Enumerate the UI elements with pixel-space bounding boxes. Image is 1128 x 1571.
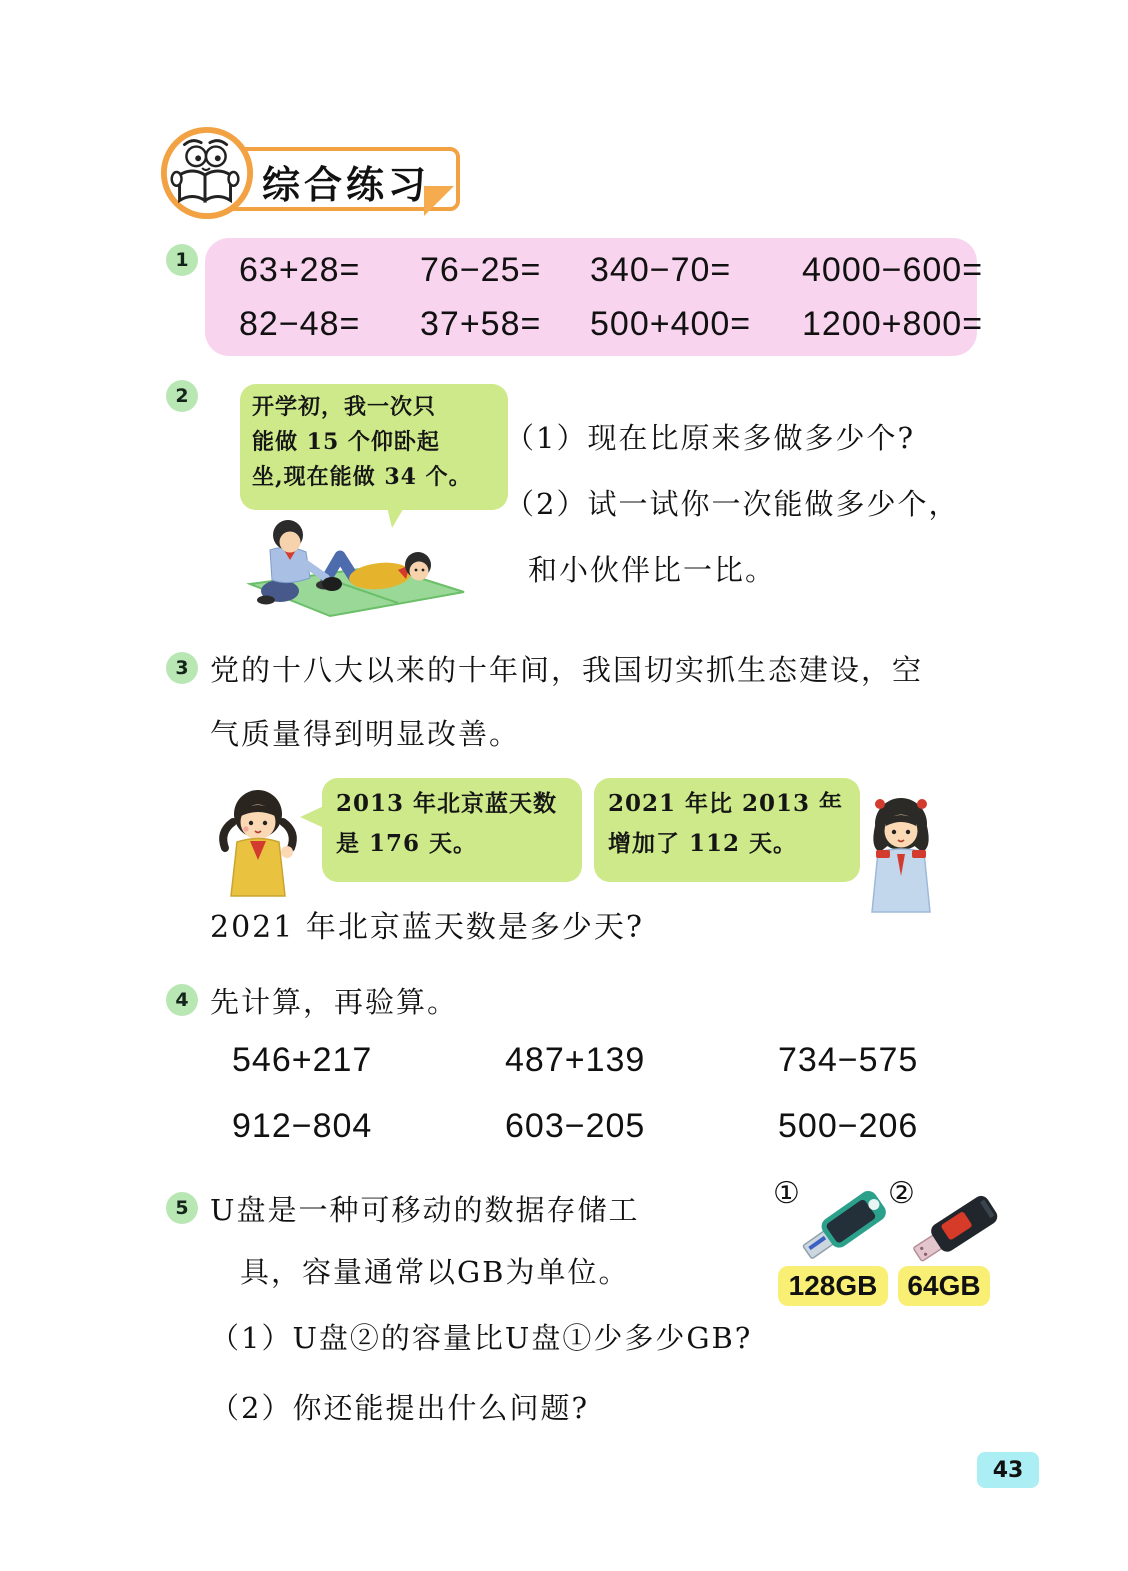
problem-5-text-line2: 具，容量通常以GB为单位。 <box>240 1255 630 1289</box>
bubble-text-line: 是 176 天。 <box>336 830 478 857</box>
problem-5-question-1: （1）U盘②的容量比U盘①少多少GB? <box>210 1321 753 1355</box>
page-title: 综合练习 <box>262 163 431 207</box>
equation: 487+139 <box>505 1041 646 1079</box>
problem-5-number: 5 <box>166 1192 198 1224</box>
problem-2-question-2-line2: 和小伙伴比一比。 <box>528 553 777 587</box>
equation: 603−205 <box>505 1107 646 1145</box>
book-mascot-icon <box>158 124 256 222</box>
usb-drive-2-capacity-label: 64GB <box>898 1266 990 1306</box>
usb-drive-2-circled-number: ② <box>888 1176 915 1211</box>
bubble-text-line: 开学初，我一次只 <box>252 394 437 420</box>
page-number-badge: 43 <box>977 1452 1039 1488</box>
equation: 340−70= <box>590 251 732 289</box>
equation: 546+217 <box>232 1041 373 1079</box>
problem-3-question: 2021 年北京蓝天数是多少天? <box>210 910 644 945</box>
problem-1-equation-grid <box>239 246 984 348</box>
problem-2-number: 2 <box>166 380 198 412</box>
usb-drive-2-image <box>905 1180 1005 1268</box>
bubble-text-line: 增加了 112 天。 <box>608 830 798 857</box>
equation: 500+400= <box>590 305 752 343</box>
bubble-text-line: 坐,现在能做 34 个。 <box>252 464 472 490</box>
problem-4-title: 先计算，再验算。 <box>210 985 459 1019</box>
equation: 500−206 <box>778 1107 919 1145</box>
equation: 912−804 <box>232 1107 373 1145</box>
usb-drive-1-circled-number: ① <box>773 1176 800 1211</box>
problem-2-question-2-line1: （2）试一试你一次能做多少个， <box>505 487 960 521</box>
problem-2-question-1: （1）现在比原来多做多少个? <box>505 421 915 455</box>
problem-1-equation-box <box>205 238 984 356</box>
problem-3-text-line1: 党的十八大以来的十年间，我国切实抓生态建设，空 <box>210 653 924 687</box>
girl-right-illustration <box>845 786 957 914</box>
bubble-text-line: 2013 年北京蓝天数 <box>336 790 558 817</box>
problem-5-question-2: （2）你还能提出什么问题? <box>210 1391 589 1425</box>
equation: 37+58= <box>420 305 542 343</box>
problem-3-speech-bubble-1 <box>322 778 582 882</box>
equation: 76−25= <box>420 251 542 289</box>
problem-3-number: 3 <box>166 652 198 684</box>
equation: 63+28= <box>239 251 361 289</box>
problem-3-speech-bubble-2 <box>594 778 860 882</box>
problem-2-speech-bubble <box>240 384 508 510</box>
problem-4-equation-grid <box>232 1038 972 1148</box>
equation: 4000−600= <box>802 251 984 289</box>
equation: 82−48= <box>239 305 361 343</box>
girl-left-illustration <box>202 780 314 898</box>
problem-3-text-line2: 气质量得到明显改善。 <box>210 717 521 751</box>
problem-5-text-line1: U盘是一种可移动的数据存储工 <box>210 1193 640 1227</box>
usb-drive-1-image <box>793 1176 898 1268</box>
equation: 734−575 <box>778 1041 919 1079</box>
bubble-text-line: 能做 15 个仰卧起 <box>252 429 440 455</box>
problem-4-number: 4 <box>166 984 198 1016</box>
situp-exercise-illustration <box>222 498 482 626</box>
bubble-text-line: 2021 年比 2013 年 <box>608 790 844 817</box>
speech-bubble-tail <box>300 806 324 828</box>
equation: 1200+800= <box>802 305 984 343</box>
problem-1-number: 1 <box>166 244 198 276</box>
usb-drive-1-capacity-label: 128GB <box>778 1266 888 1306</box>
